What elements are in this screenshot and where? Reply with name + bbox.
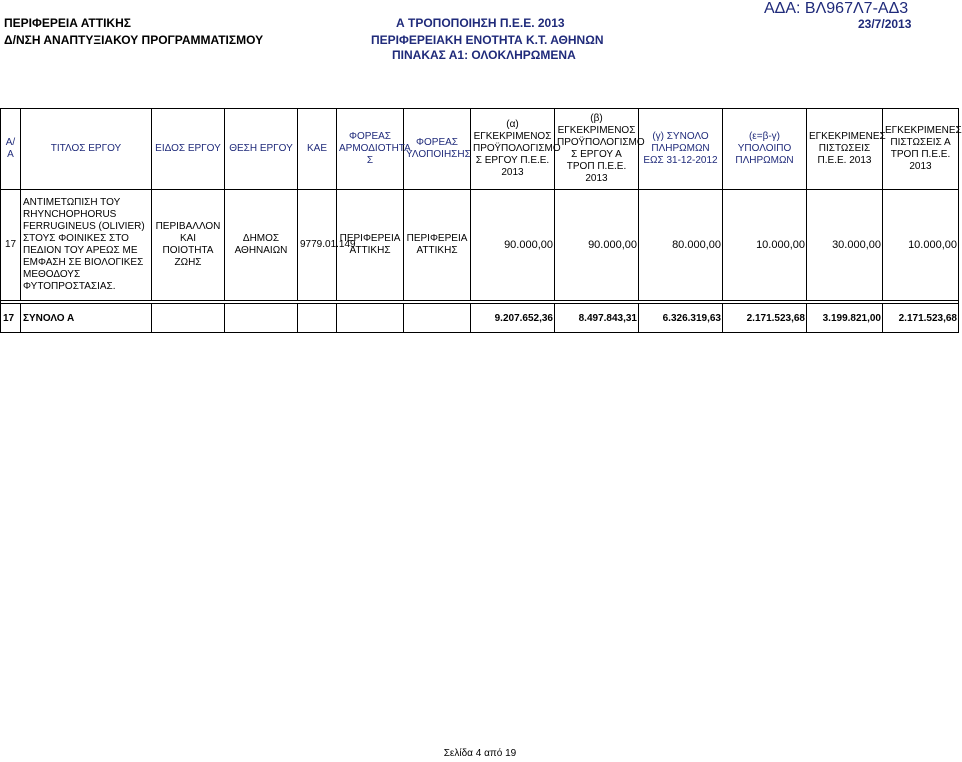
row-remaining-e: 10.000,00 xyxy=(723,190,807,301)
col-budget-a: (α) ΕΓΚΕΚΡΙΜΕΝΟΣ ΠΡΟΫΠΟΛΟΓΙΣΜΟ Σ ΕΡΓΟΥ Π.Ε.Ε. 2013 xyxy=(471,109,555,190)
row-aa: 17 xyxy=(1,190,21,301)
region-title: ΠΕΡΙΦΕΡΕΙΑ ΑΤΤΙΚΗΣ xyxy=(4,16,131,30)
table-row xyxy=(1,190,959,301)
total-credits-a: 2.171.523,68 xyxy=(883,304,959,333)
col-credits: ΕΓΚΕΚΡΙΜΕΝΕΣ ΠΙΣΤΩΣΕΙΣ Π.Ε.Ε. 2013 xyxy=(807,109,883,190)
row-implementer: ΠΕΡΙΦΕΡΕΙΑ ΑΤΤΙΚΗΣ xyxy=(404,190,471,301)
row-payments-c: 80.000,00 xyxy=(639,190,723,301)
col-authority: ΦΟΡΕΑΣ ΑΡΜΟΔΙΟΤΗΤΑ Σ xyxy=(337,109,404,190)
col-type: ΕΙΔΟΣ ΕΡΓΟΥ xyxy=(152,109,225,190)
projects-table xyxy=(0,108,962,333)
revision-title: Α ΤΡΟΠΟΠΟΙΗΣΗ Π.Ε.Ε. 2013 xyxy=(396,16,565,30)
col-aa: Α/Α xyxy=(1,109,21,190)
total-label: ΣΥΝΟΛΟ Α xyxy=(21,304,152,333)
document-date: 23/7/2013 xyxy=(858,17,912,31)
total-budget-a: 9.207.652,36 xyxy=(471,304,555,333)
row-budget-a: 90.000,00 xyxy=(471,190,555,301)
total-budget-b: 8.497.843,31 xyxy=(555,304,639,333)
total-count: 17 xyxy=(1,304,21,333)
col-remaining-e: (ε=β-γ) ΥΠΟΛΟΙΠΟ ΠΛΗΡΩΜΩΝ xyxy=(723,109,807,190)
col-implementer: ΦΟΡΕΑΣ ΥΛΟΠΟΙΗΣΗΣ xyxy=(404,109,471,190)
row-credits: 30.000,00 xyxy=(807,190,883,301)
row-title: ΑΝΤΙΜΕΤΩΠΙΣΗ ΤΟΥ RHYNCHOPHORUS FERRUGINEUS (OLIVIER) ΣΤΟΥΣ ΦΟΙΝΙΚΕΣ ΣΤΟ ΠΕΔΙΟΝ ΤΟΥ ΑΡΕΩΣ ΜΕ ΕΜΦΑΣΗ ΣΕ ΒΙΟΛΟΓΙΚΕΣ ΜΕΘΟΔΟΥΣ ΦΥΤΟΠΡΟΣΤΑΣΙΑΣ. xyxy=(21,190,152,301)
ada-stamp: ΑΔΑ: ΒΛ967Λ7-ΑΔ3 xyxy=(764,0,909,17)
total-payments-c: 6.326.319,63 xyxy=(639,304,723,333)
unit-title: ΠΕΡΙΦΕΡΕΙΑΚΗ ΕΝΟΤΗΤΑ Κ.Τ. ΑΘΗΝΩΝ xyxy=(371,33,604,47)
total-row xyxy=(1,304,959,333)
row-kae: 9779.01.149 xyxy=(298,190,337,301)
table-title: ΠΙΝΑΚΑΣ Α1: ΟΛΟΚΛΗΡΩΜΕΝΑ xyxy=(392,48,576,62)
total-remaining-e: 2.171.523,68 xyxy=(723,304,807,333)
col-kae: ΚΑΕ xyxy=(298,109,337,190)
header-row xyxy=(1,109,959,190)
row-location: ΔΗΜΟΣ ΑΘΗΝΑΙΩΝ xyxy=(225,190,298,301)
row-type: ΠΕΡΙΒΑΛΛΟΝ ΚΑΙ ΠΟΙΟΤΗΤΑ ΖΩΗΣ xyxy=(152,190,225,301)
row-authority: ΠΕΡΙΦΕΡΕΙΑ ΑΤΤΙΚΗΣ xyxy=(337,190,404,301)
col-credits-a: ΕΓΚΕΚΡΙΜΕΝΕΣ ΠΙΣΤΩΣΕΙΣ Α ΤΡΟΠ Π.Ε.Ε. 2013 xyxy=(883,109,959,190)
row-budget-b: 90.000,00 xyxy=(555,190,639,301)
col-location: ΘΕΣΗ ΕΡΓΟΥ xyxy=(225,109,298,190)
row-credits-a: 10.000,00 xyxy=(883,190,959,301)
col-payments-c: (γ) ΣΥΝΟΛΟ ΠΛΗΡΩΜΩΝ ΕΩΣ 31-12-2012 xyxy=(639,109,723,190)
col-budget-b: (β) ΕΓΚΕΚΡΙΜΕΝΟΣ ΠΡΟΫΠΟΛΟΓΙΣΜΟ Σ ΕΡΓΟΥ Α ΤΡΟΠ Π.Ε.Ε. 2013 xyxy=(555,109,639,190)
col-title: ΤΙΤΛΟΣ ΕΡΓΟΥ xyxy=(21,109,152,190)
total-credits: 3.199.821,00 xyxy=(807,304,883,333)
directorate-title: Δ/ΝΣΗ ΑΝΑΠΤΥΞΙΑΚΟΥ ΠΡΟΓΡΑΜΜΑΤΙΣΜΟΥ xyxy=(4,33,264,47)
page-number: Σελίδα 4 από 19 xyxy=(443,748,517,759)
